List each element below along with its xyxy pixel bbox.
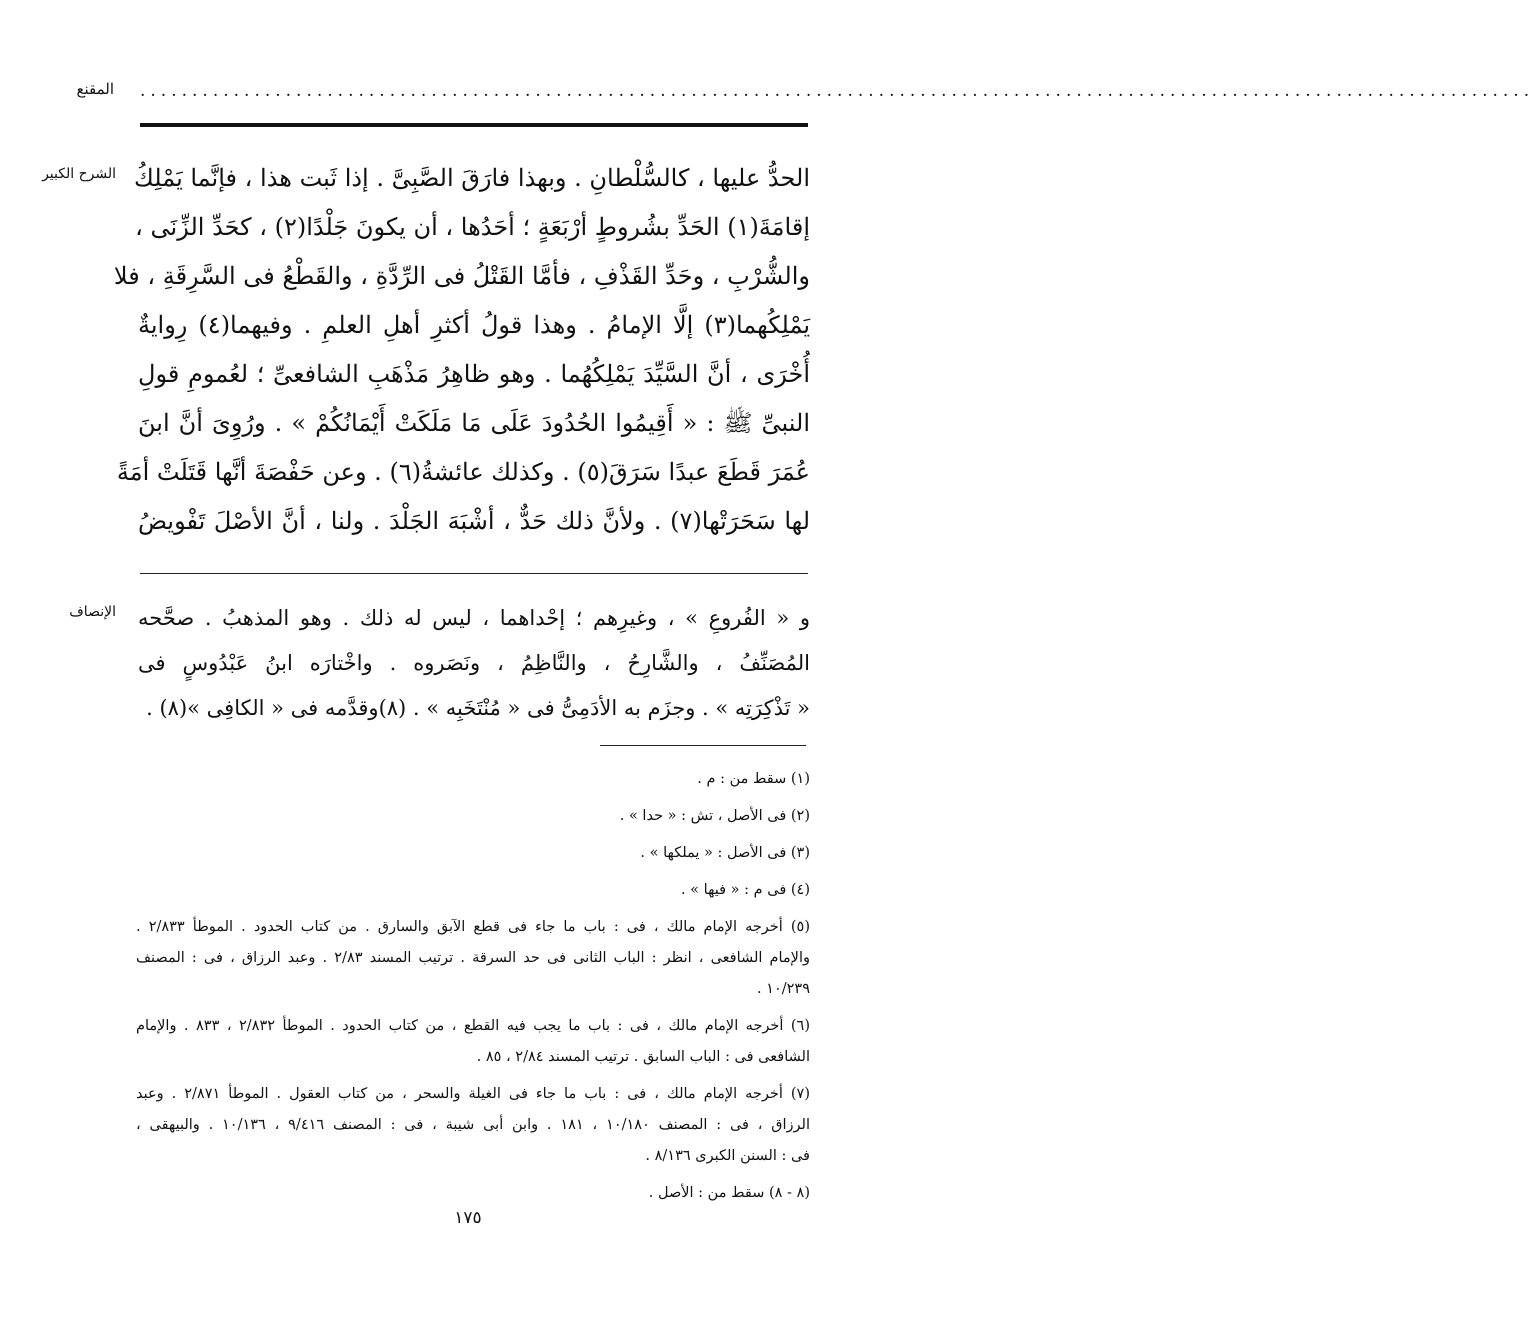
section-label-sharh: الشرح الكبير — [42, 166, 116, 182]
footnote — [136, 764, 810, 795]
footnote — [136, 838, 810, 869]
footnote — [136, 1178, 810, 1209]
header-dotted-leader: ...................................................................................................................................... — [140, 81, 1534, 101]
footnote — [136, 875, 810, 906]
sharh-text-block — [113, 154, 811, 546]
section-divider — [140, 573, 808, 574]
footnote — [136, 1079, 810, 1172]
footnote-line: (٥) أخرجه الإمام مالك ، فى : باب ما جاء فى قطع الآبق والسارق . من كتاب الحدود . الموطأ ٢/٨٣٣ . — [136, 919, 810, 935]
page-number: ١٧٥ — [454, 1208, 482, 1228]
footnote-line: والإمام الشافعى ، انظر : الباب الثانى فى حد السرقة . ترتيب المسند ٢/٨٣ . وعبد الرزاق ، فى : المصنف — [136, 950, 810, 966]
footnote-line: الشافعى فى : الباب السابق . ترتيب المسند ٢/٨٤ ، ٨٥ . — [476, 1049, 810, 1065]
footnote — [136, 912, 810, 1005]
text-line: أُخْرَى ، أنَّ السَّيِّدَ يَمْلِكُهُما . وهو ظاهِرُ مَذْهَبِ الشافعىِّ ؛ لعُمومِ قولِ — [138, 360, 810, 388]
text-line: عُمَرَ قَطَعَ عبدًا سَرَقَ(٥) . وكذلك عائشةُ(٦) . وعن حَفْصَةَ أنَّها قَتَلَتْ أمَةً — [116, 458, 810, 486]
text-line: لها سَحَرَتْها(٧) . ولأنَّ ذلك حَدٌّ ، أشْبَهَ الجَلْدَ . ولنا ، أنَّ الأصْلَ تَفْويضُ — [138, 507, 811, 535]
header-rule — [140, 123, 808, 127]
footnote — [136, 801, 810, 832]
footnote-line: (٣) فى الأصل : « يملكها » . — [640, 845, 810, 861]
footnotes-block — [136, 764, 810, 1215]
text-line: المُصَنِّفُ ، والشَّارِحُ ، والنَّاظِمُ ، ونَصَروه . واخْتارَه ابنُ عَبْدُوسٍ فى — [138, 651, 810, 675]
running-header-title: المقنع — [76, 80, 114, 98]
footnote-line: (٧) أخرجه الإمام مالك ، فى : باب ما جاء فى الغيلة والسحر ، من كتاب العقول . الموطأ ٢/٨٧١ . وعبد — [136, 1086, 810, 1102]
text-line: إقامَةَ(١) الحَدِّ بشُروطٍ أرْبَعَةٍ ؛ أحَدُها ، أن يكونَ جَلْدًا(٢) ، كحَدِّ الزِّنَى ، — [135, 213, 810, 241]
footnote-line: (٨ - ٨) سقط من : الأصل . — [648, 1185, 810, 1201]
text-line: و « الفُروعِ » ، وغيرِهم ؛ إحْداهما ، ليس له ذلك . وهو المذهبُ . صحَّحه — [138, 606, 810, 630]
footnote-rule — [600, 745, 806, 746]
text-line: الحدُّ عليها ، كالسُّلْطانِ . وبهذا فارَقَ الصَّبِىَّ . إذا ثَبت هذا ، فإنَّما يَمْلِكُ — [134, 164, 810, 192]
footnote — [136, 1011, 810, 1073]
text-line: « تَذْكِرَتِه » . وجزَم به الأدَمِىُّ فى « مُنْتَخَبِه » . (٨)وقدَّمه فى « الكافِى »(٨) . — [146, 696, 810, 720]
footnote-line: ١٠/٢٣٩ . — [756, 981, 810, 997]
footnote-line: (٢) فى الأصل ، تش : « حدا » . — [619, 808, 810, 824]
footnote-line: فى : السنن الكبرى ٨/١٣٦ . — [645, 1148, 810, 1164]
footnote-line: الرزاق ، فى : المصنف ١٠/١٨٠ ، ١٨١ . وابن أبى شيبة ، فى : المصنف ٩/٤١٦ ، ١٠/١٣٦ . والبيهقى ، — [136, 1117, 810, 1133]
text-line: النبىِّ ﷺ : « أَقِيمُوا الحُدُودَ عَلَى مَا مَلَكَتْ أَيْمَانُكُمْ » . ورُوِىَ أنَّ ابنَ — [138, 409, 810, 437]
text-line: يَمْلِكُهما(٣) إلَّا الإمامُ . وهذا قولُ أكثرِ أهلِ العلمِ . وفيهما(٤) رِوايةٌ — [138, 311, 810, 339]
insaf-text-block — [138, 596, 810, 731]
text-line: والشُّرْبِ ، وحَدِّ القَذْفِ ، فأمَّا القَتْلُ فى الرِّدَّةِ ، والقَطْعُ فى السَّرِقَةِ ، فلا — [113, 262, 810, 290]
footnote-line: (١) سقط من : م . — [697, 771, 810, 787]
section-label-insaf: الإنصاف — [69, 604, 116, 620]
footnote-line: (٤) فى م : « فيها » . — [680, 882, 810, 898]
footnote-line: (٦) أخرجه الإمام مالك ، فى : باب ما يجب فيه القطع ، من كتاب الحدود . الموطأ ٢/٨٣٢ ، ٨٣٣ . والإمام — [136, 1018, 810, 1034]
